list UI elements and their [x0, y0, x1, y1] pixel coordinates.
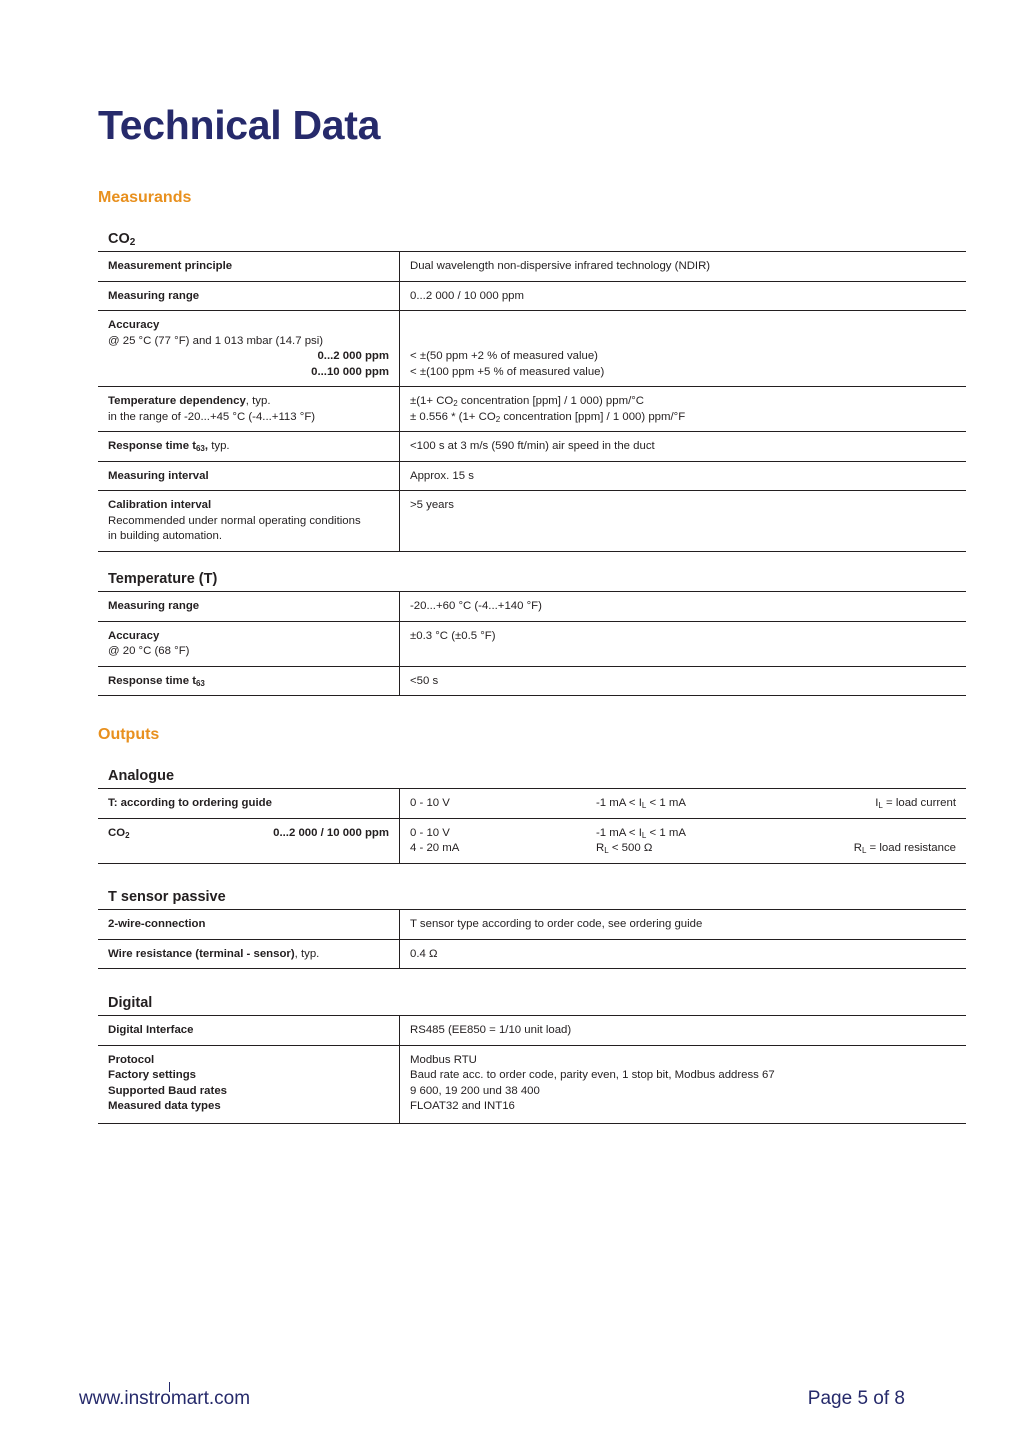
row-value: < ±(50 ppm +2 % of measured value) < ±(100 ppm +5 % of measured value) — [400, 311, 967, 387]
row-label: Wire resistance (terminal - sensor), typ. — [98, 939, 400, 969]
row-value: 0 - 10 V -1 mA < $I_L < 1$ mA $I_L$ = load current — [400, 789, 967, 819]
table-row — [98, 281, 966, 311]
table-row — [98, 1045, 966, 1123]
row-value: RS485 (EE850 = 1/10 unit load) — [400, 1016, 967, 1046]
row-value: 0.4 Ω — [400, 939, 967, 969]
digital-block — [98, 993, 966, 1124]
temperature-block — [98, 569, 966, 696]
row-value: <50 s — [400, 666, 967, 696]
row-label: Measurement principle — [98, 252, 400, 282]
row-label: Temperature dependency, typ. in the range of -20...+45 °C (-4...+113 °F) — [98, 387, 400, 432]
table-row — [98, 491, 966, 552]
analogue-block — [98, 766, 966, 864]
co2-heading: $CO_2$ — [108, 231, 136, 248]
table-row — [98, 789, 966, 819]
table-row — [98, 592, 966, 622]
table-row — [98, 818, 966, 863]
footer-website-link[interactable]: www.instromart.com — [79, 1388, 251, 1409]
row-value: Dual wavelength non-dispersive infrared technology (NDIR) — [400, 252, 967, 282]
outputs-heading: Outputs — [98, 726, 160, 743]
table-row — [98, 432, 966, 462]
row-label: T: according to ordering guide — [98, 789, 400, 819]
row-value: $\pm(1+ CO_2$ concentration [ppm] / 1 000) ppm/°C ± $0.556 * (1+ CO_2$ concentration [ppm] / 1 000) ppm/°F — [400, 387, 967, 432]
page-title: Technical Data — [98, 102, 381, 148]
table-row — [98, 910, 966, 940]
tsensor-table — [98, 909, 966, 969]
row-label: Accuracy @ 25 °C (77 °F) and 1 013 mbar (14.7 psi) 0...2 000 ppm 0...10 000 ppm — [98, 311, 400, 387]
temperature-heading: Temperature (T) — [108, 571, 218, 587]
table-row — [98, 939, 966, 969]
row-value: <100 s at 3 m/s (590 ft/min) air speed in the duct — [400, 432, 967, 462]
analogue-heading: Analogue — [108, 768, 175, 784]
row-label: Measuring range — [98, 592, 400, 622]
row-label: Protocol Factory settings Supported Baud rates Measured data types — [98, 1045, 400, 1123]
row-value: Approx. 15 s — [400, 461, 967, 491]
row-value: T sensor type according to order code, see ordering guide — [400, 910, 967, 940]
analogue-table — [98, 788, 966, 864]
page-number: Page 5 of 8 — [807, 1388, 905, 1409]
table-row — [98, 387, 966, 432]
row-value: ±0.3 °C (±0.5 °F) — [400, 621, 967, 666]
row-value: Modbus RTU Baud rate acc. to order code, parity even, 1 stop bit, Modbus address 67 9 600, 19 200 und 38 400 FLOAT32 and INT16 — [400, 1045, 967, 1123]
digital-heading: Digital — [108, 995, 153, 1011]
table-row — [98, 311, 966, 387]
row-label: $CO_2$ 0...2 000 / 10 000 ppm — [98, 818, 400, 863]
row-value: >5 years — [400, 491, 967, 552]
co2-table — [98, 251, 966, 552]
table-row — [98, 252, 966, 282]
table-row — [98, 666, 966, 696]
tsensor-block — [98, 887, 966, 969]
row-value: 0...2 000 / 10 000 ppm — [400, 281, 967, 311]
row-label: 2-wire-connection — [98, 910, 400, 940]
table-row — [98, 621, 966, 666]
tsensor-heading: T sensor passive — [108, 889, 226, 905]
row-value: 0 - 10 V 4 - 20 mA -1 mA < $I_L < 1$ mA $R_L < 500$ Ω $R_L$ = load resistance — [400, 818, 967, 863]
temperature-table — [98, 591, 966, 696]
row-label: Accuracy @ 20 °C (68 °F) — [98, 621, 400, 666]
row-label: Response time $t_{63}$, typ. — [98, 432, 400, 462]
digital-table — [98, 1015, 966, 1124]
measurands-heading: Measurands — [98, 189, 192, 206]
row-label: Digital Interface — [98, 1016, 400, 1046]
row-label: Measuring range — [98, 281, 400, 311]
table-row — [98, 1016, 966, 1046]
co2-block — [98, 229, 966, 552]
row-label: Response time $t_{63}$ — [98, 666, 400, 696]
table-row — [98, 461, 966, 491]
row-label: Calibration interval Recommended under normal operating conditions in building automation. — [98, 491, 400, 552]
row-label: Measuring interval — [98, 461, 400, 491]
row-value: -20...+60 °C (-4...+140 °F) — [400, 592, 967, 622]
